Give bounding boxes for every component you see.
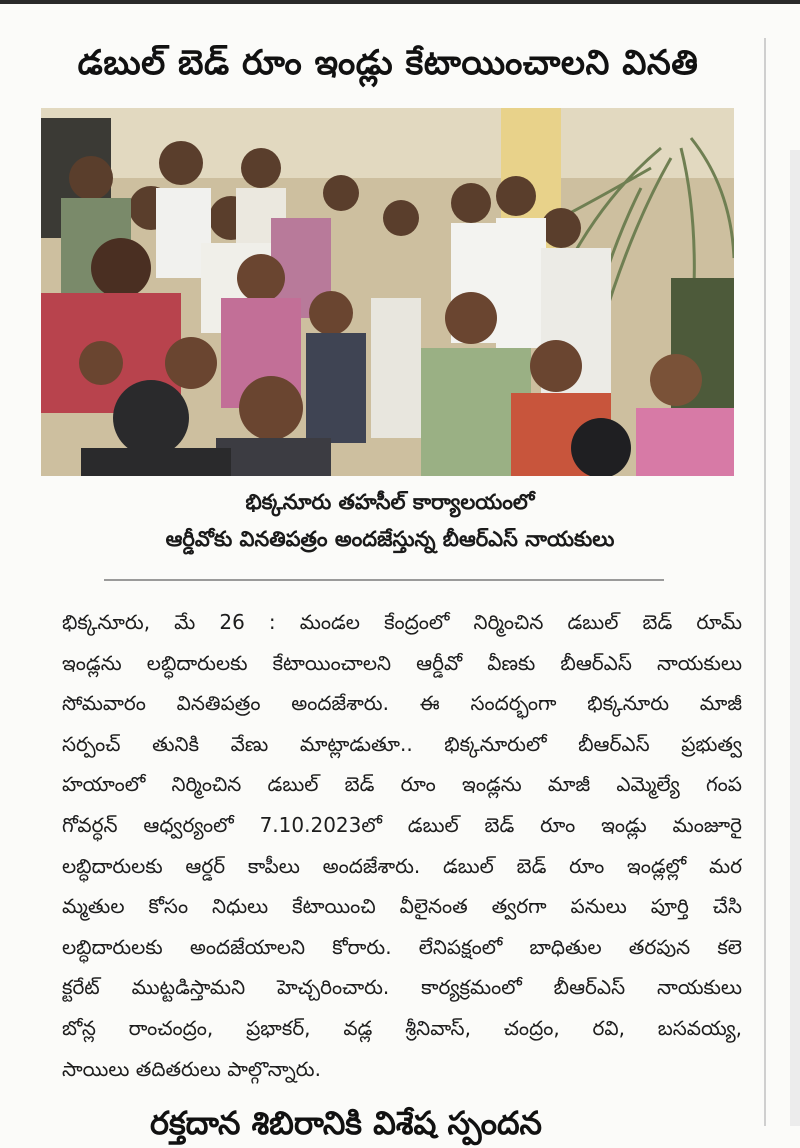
article-body [62,602,742,1089]
body-line: మ్మతుల కోసం నిధులు కేటాయించి వీలైనంత త్వరగా పనులు పూర్తి చేసి [62,894,742,919]
body-line: ఇండ్లను లబ్ధిదారులకు కేటాయించాలని ఆర్డీవో వీణకు బీఆర్ఎస్ నాయకులు [62,650,742,675]
body-line: గోవర్ధన్ ఆధ్వర్యంలో 7.10.2023లో డబుల్ బెడ్ రూం ఇండ్లు మంజూరై [62,812,742,837]
body-line: భిక్కనూరు, మే 26 : మండల కేంద్రంలో నిర్మించిన డబుల్ బెడ్ రూమ్ [62,610,742,634]
body-line: హయాంలో నిర్మించిన డబుల్ బెడ్ రూం ఇండ్లను మాజీ ఎమ్మెల్యే గంప [62,772,742,797]
body-line: సాయిలు తదితరులు పాల్గొన్నారు. [62,1056,321,1081]
photo-caption [60,484,720,558]
body-line: సర్పంచ్ తునికి వేణు మాట్లాడుతూ.. భిక్కనూరులో బీఆర్ఎస్ ప్రభుత్వ [62,731,742,756]
adjacent-column-edge [790,150,800,1126]
caption-divider [104,579,664,581]
caption-line: భిక్కనూరు తహసీల్ కార్యాలయంలో [245,490,535,514]
next-article-headline: రక్తదాన శిబిరానికి విశేష స్పందన [150,1104,543,1142]
body-line: లబ్ధిదారులకు ఆర్డర్ కాపీలు అందజేశారు. డబుల్ బెడ్ రూం ఇండ్లల్లో మర [62,853,742,878]
article-headline: డబుల్ బెడ్ రూం ఇండ్లు కేటాయించాలని వినతి [77,43,699,83]
body-line: సోమవారం వినతిపత్రం అందజేశారు. ఈ సందర్భంగా భిక్కనూరు మాజీ [62,691,742,716]
body-line: క్టరేట్ ముట్టడిస్తామని హెచ్చరించారు. కార్యక్రమంలో బీఆర్ఎస్ నాయకులు [62,975,742,1000]
column-divider [764,38,766,1126]
body-line: లబ్ధిదారులకు అందజేయాలని కోరారు. లేనిపక్షంలో బాధితుల తరపున కలె [62,934,742,959]
caption-line: ఆర్డీవోకు వినతిపత్రం అందజేస్తున్న బీఆర్ఎస్ నాయకులు [165,527,615,551]
body-line: బోన్ల రాంచంద్రం, ప్రభాకర్, వడ్ల శ్రీనివాస్, చంద్రం, రవి, బసవయ్య, [62,1015,742,1040]
news-photo [41,108,734,476]
page-top-rule [0,0,800,4]
